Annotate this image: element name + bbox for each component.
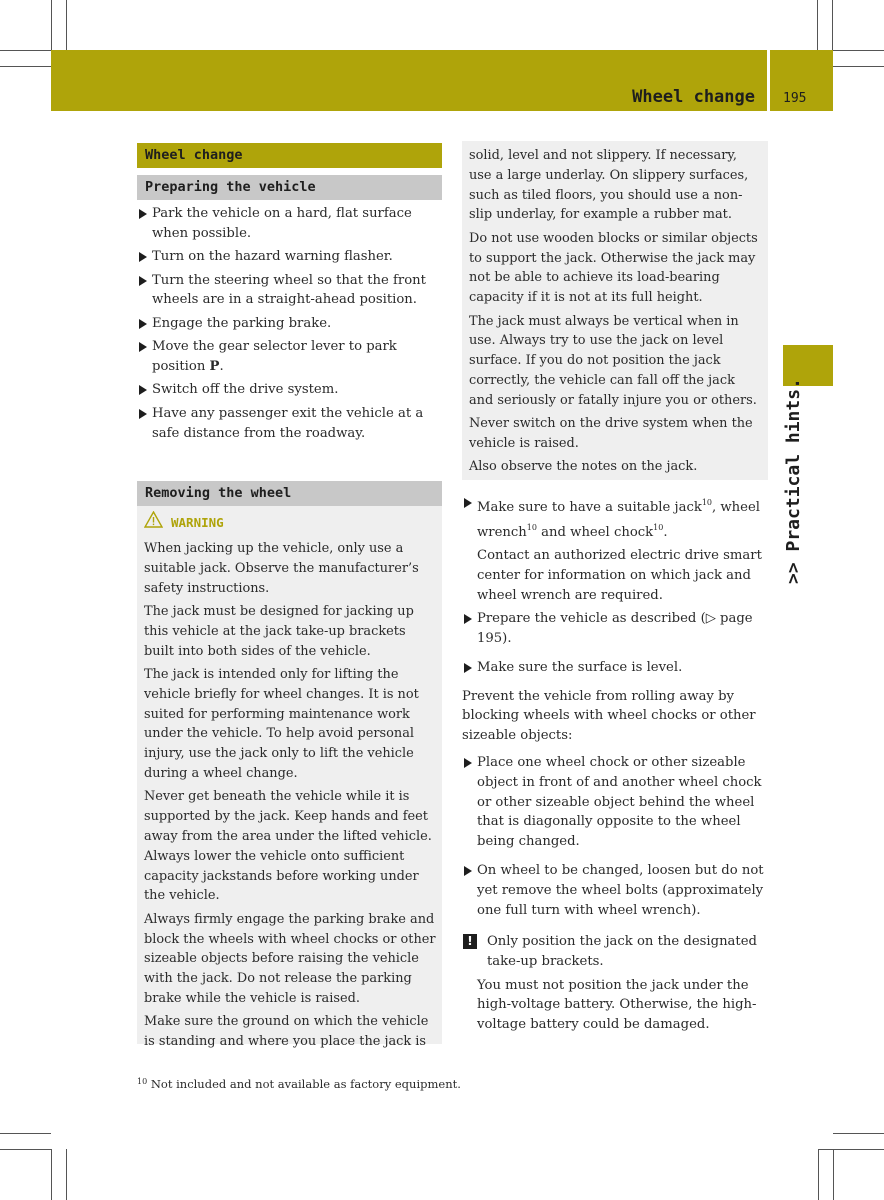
warning-paragraph: Never get beneath the vehicle while it is supported by the jack. Keep hands and feet away from the area under the lifted vehicle. Always lower the vehicle onto sufficient capacity jackstands before working under the vehicle. <box>144 789 432 904</box>
crop-mark <box>818 1149 819 1200</box>
warning-box-continued <box>462 141 768 480</box>
step-item: Have any passenger exit the vehicle at a safe distance from the roadway. <box>137 404 442 444</box>
crop-mark <box>833 50 884 51</box>
page-number: 195 <box>783 91 807 106</box>
page-number-box <box>770 50 833 111</box>
step-item: On wheel to be changed, loosen but do not yet remove the wheel bolts (approximately one full turn with wheel wrench). <box>462 861 768 920</box>
step-item: Prepare the vehicle as described (▷ page 195). <box>462 609 768 649</box>
notice-detail: You must not position the jack under the high-voltage battery. Otherwise, the high-voltage battery could be damaged. <box>477 977 757 1033</box>
body-paragraph: Prevent the vehicle from rolling away by blocking wheels with wheel chocks or other sizeable objects: <box>462 688 756 744</box>
info-note: Contact an authorized electric drive smart center for information on which jack and wheel wrench are required. <box>477 548 762 603</box>
step-item: Move the gear selector lever to park position P. <box>137 337 442 377</box>
warning-label: WARNING <box>171 514 224 530</box>
warning-paragraph: Also observe the notes on the jack. <box>469 459 698 475</box>
step-item: Turn on the hazard warning flasher. <box>137 247 442 267</box>
warning-icon <box>144 511 163 534</box>
crop-mark <box>51 0 52 50</box>
warning-paragraph: The jack must always be vertical when in use. Always try to use the jack on level surface. If you do not position the jack correctly, the vehicle can fall off the jack and seriously or fatally injure you or others. <box>469 313 757 408</box>
subsection-heading: Preparing the vehicle <box>137 175 442 200</box>
section-heading: Wheel change <box>137 143 442 168</box>
exclamation-icon: ! <box>463 934 477 949</box>
crop-mark <box>832 0 833 50</box>
step-item: Park the vehicle on a hard, flat surface when possible. <box>137 204 442 244</box>
crop-mark <box>66 1149 67 1200</box>
left-column <box>137 143 442 1050</box>
step-item: Make sure to have a suitable jack$^{10}$, wheel wrench$^{10}$ and wheel chock$^{10}$. <box>462 493 768 543</box>
right-column <box>462 141 768 1035</box>
chapter-label <box>783 378 805 588</box>
crop-mark <box>817 0 818 50</box>
footnote-text: Not included and not available as factory equipment. <box>150 1077 461 1091</box>
warning-paragraph: Make sure the ground on which the vehicle is standing and where you place the jack is <box>144 1014 429 1050</box>
notice-text: Only position the jack on the designated take-up brackets. <box>487 934 757 970</box>
warning-paragraph: When jacking up the vehicle, only use a suitable jack. Observe the manufacturer’s safety instructions. <box>144 541 419 596</box>
warning-paragraph: Do not use wooden blocks or similar objects to support the jack. Otherwise the jack may not be able to achieve its load-bearing capacity if it is not at its full height. <box>469 230 758 306</box>
step-item: Make sure the surface is level. <box>462 658 768 678</box>
page-title: Wheel change <box>632 87 755 107</box>
warning-paragraph: The jack must be designed for jacking up this vehicle at the jack take-up brackets built into both sides of the vehicle. <box>144 604 414 659</box>
crop-mark <box>818 1149 884 1150</box>
crop-mark <box>0 1149 51 1150</box>
warning-paragraph: Never switch on the drive system when the vehicle is raised. <box>469 416 753 451</box>
notice <box>462 932 768 972</box>
crop-mark <box>0 1133 51 1134</box>
crop-mark <box>51 1149 52 1200</box>
header-bar <box>51 50 767 111</box>
warning-paragraph: The jack is intended only for lifting the vehicle briefly for wheel changes. It is not suited for performing maintenance work under the vehicle. To help avoid personal injury, use the jack only to lift the vehicle during a wheel change. <box>144 667 419 782</box>
crop-mark <box>833 1149 834 1200</box>
step-item: Engage the parking brake. <box>137 314 442 334</box>
step-item: Turn the steering wheel so that the front wheels are in a straight-ahead position. <box>137 271 442 311</box>
footnote-number: 10 <box>137 1077 148 1086</box>
crop-mark <box>0 66 51 67</box>
subsection-heading: Removing the wheel <box>137 481 442 506</box>
crop-mark <box>66 0 67 50</box>
crop-mark <box>833 66 884 67</box>
crop-mark <box>0 50 51 51</box>
warning-paragraph: Always firmly engage the parking brake and block the wheels with wheel chocks or other sizeable objects before raising the vehicle with the jack. Do not release the parking brake while the vehicle is raised. <box>144 911 436 1007</box>
step-item: Place one wheel chock or other sizeable object in front of and another wheel chock or other sizeable object behind the wheel that is diagonally opposite to the wheel being changed. <box>462 753 768 852</box>
chapter-label-text: >> Practical hints. <box>783 378 804 584</box>
footnote <box>137 1073 461 1093</box>
step-item: Switch off the drive system. <box>137 380 442 400</box>
warning-header <box>144 511 436 534</box>
crop-mark <box>833 1133 884 1134</box>
warning-box <box>137 506 442 1050</box>
warning-paragraph: solid, level and not slippery. If necessary, use a large underlay. On slippery surfaces, such as tiled floors, you should use a non-slip underlay, for example a rubber mat. <box>469 148 749 223</box>
